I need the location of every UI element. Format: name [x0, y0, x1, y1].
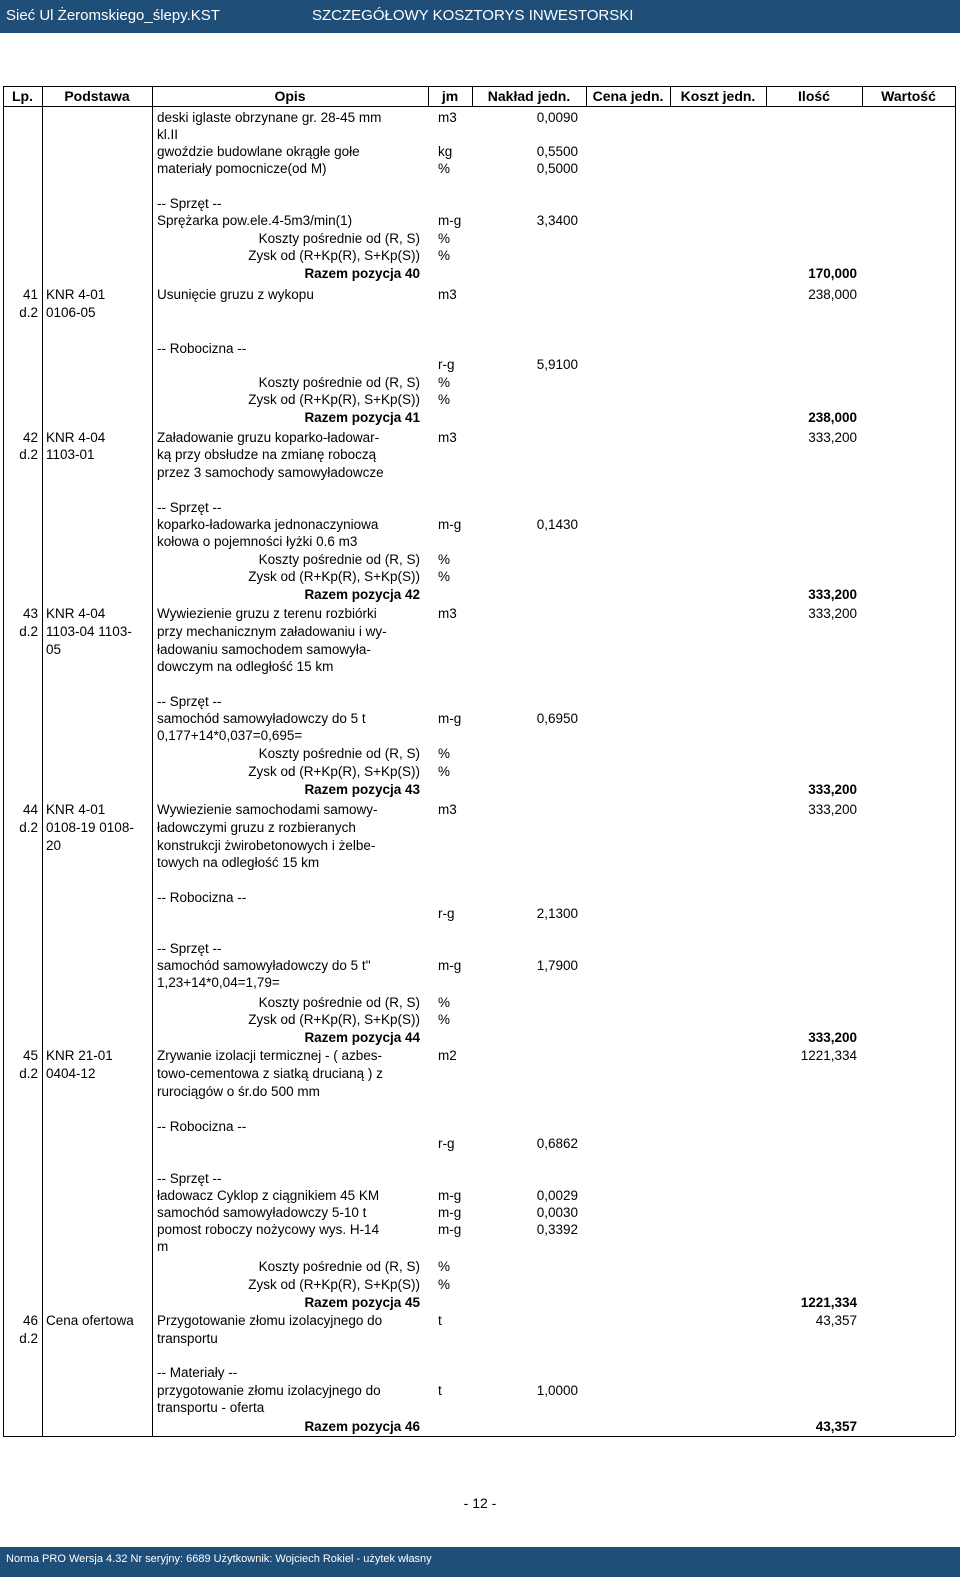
row-jm: t	[438, 1313, 442, 1328]
document-title: SZCZEGÓŁOWY KOSZTORYS INWESTORSKI	[312, 7, 634, 24]
column-header: Cena jedn.	[592, 88, 664, 104]
row-lp: 43	[22, 606, 38, 621]
row-lp: 45	[22, 1048, 38, 1063]
row-jm: m3	[438, 430, 457, 445]
row-opis: Zysk od (R+Kp(R), S+Kp(S))	[248, 1277, 420, 1292]
page-number: - 12 -	[463, 1495, 497, 1511]
row-jm: m-g	[438, 517, 462, 532]
row-opis: Wywiezienie samochodami samowy-	[157, 802, 378, 817]
table-bottom-line	[3, 1436, 955, 1437]
row-podstawa: KNR 4-04	[46, 606, 106, 621]
row-opis: Zysk od (R+Kp(R), S+Kp(S))	[248, 392, 420, 407]
row-podstawa: 20	[46, 838, 62, 853]
row-opis: deski iglaste obrzynane gr. 28-45 mm	[157, 110, 382, 125]
row-opis: -- Sprzęt --	[157, 1171, 222, 1186]
row-naklad: 0,1430	[536, 517, 578, 532]
row-jm: %	[438, 1012, 451, 1027]
row-opis: Koszty pośrednie od (R, S)	[258, 746, 420, 761]
table-border-vertical	[955, 86, 956, 1436]
position-total-label: Razem pozycja 44	[304, 1030, 420, 1045]
table-border-vertical	[42, 86, 43, 1436]
row-opis: -- Robocizna --	[157, 1119, 247, 1134]
position-total-label: Razem pozycja 45	[304, 1295, 420, 1310]
row-lp: d.2	[19, 624, 38, 639]
row-opis: transportu	[157, 1331, 218, 1346]
row-ilosc: 43,357	[815, 1313, 857, 1328]
row-opis: -- Robocizna --	[157, 341, 247, 356]
row-opis: Koszty pośrednie od (R, S)	[258, 231, 420, 246]
row-opis: towych na odległość 15 km	[157, 855, 320, 870]
row-podstawa: 05	[46, 642, 62, 657]
row-opis: Koszty pośrednie od (R, S)	[258, 375, 420, 390]
row-opis: rurociągów o śr.do 500 mm	[157, 1084, 320, 1099]
row-lp: d.2	[19, 1331, 38, 1346]
row-podstawa: KNR 4-01	[46, 802, 106, 817]
row-opis: Zysk od (R+Kp(R), S+Kp(S))	[248, 569, 420, 584]
row-opis: 1,23+14*0,04=1,79=	[157, 975, 280, 990]
row-jm: %	[438, 231, 451, 246]
row-opis: 0,177+14*0,037=0,695=	[157, 728, 303, 743]
row-opis: przez 3 samochody samowyładowcze	[157, 465, 384, 480]
row-jm: %	[438, 995, 451, 1010]
row-opis: przygotowanie złomu izolacyjnego do	[157, 1383, 381, 1398]
row-podstawa: KNR 4-04	[46, 430, 106, 445]
position-total-label: Razem pozycja 46	[304, 1419, 420, 1434]
row-opis: Koszty pośrednie od (R, S)	[258, 1259, 420, 1274]
row-jm: r-g	[438, 1136, 455, 1151]
row-jm: m-g	[438, 1205, 462, 1220]
row-opis: -- Materiały --	[157, 1365, 238, 1380]
row-jm: m3	[438, 802, 457, 817]
row-podstawa: 0108-19 0108-	[46, 820, 134, 835]
row-naklad: 0,0090	[536, 110, 578, 125]
row-jm: m-g	[438, 1188, 462, 1203]
row-jm: %	[438, 569, 451, 584]
row-opis: Zysk od (R+Kp(R), S+Kp(S))	[248, 1012, 420, 1027]
row-lp: 46	[22, 1313, 38, 1328]
position-total-value: 1221,334	[800, 1295, 857, 1310]
position-total-label: Razem pozycja 40	[304, 266, 420, 281]
row-lp: 42	[22, 430, 38, 445]
row-opis: kl.II	[157, 127, 179, 142]
row-jm: m2	[438, 1048, 457, 1063]
row-ilosc: 333,200	[808, 606, 857, 621]
row-jm: %	[438, 764, 451, 779]
row-opis: Wywiezienie gruzu z terenu rozbiórki	[157, 606, 377, 621]
row-naklad: 0,6862	[536, 1136, 578, 1151]
row-opis: -- Sprzęt --	[157, 694, 222, 709]
row-jm: m3	[438, 606, 457, 621]
row-jm: %	[438, 1277, 451, 1292]
row-jm: %	[438, 746, 451, 761]
row-opis: transportu - oferta	[157, 1400, 265, 1415]
column-header: Ilość	[798, 88, 830, 104]
row-opis: dowczym na odległość 15 km	[157, 659, 334, 674]
row-opis: -- Sprzęt --	[157, 500, 222, 515]
row-jm: r-g	[438, 906, 455, 921]
row-ilosc: 333,200	[808, 430, 857, 445]
row-opis: ładowczymi gruzu z rozbieranych	[157, 820, 356, 835]
row-opis: Przygotowanie złomu izolacyjnego do	[157, 1313, 383, 1328]
row-opis: Usunięcie gruzu z wykopu	[157, 287, 314, 302]
row-opis: materiały pomocnicze(od M)	[157, 161, 327, 176]
header-bottom-line	[3, 106, 955, 107]
row-opis: Zrywanie izolacji termicznej - ( azbes-	[157, 1048, 383, 1063]
row-podstawa: KNR 21-01	[46, 1048, 113, 1063]
row-opis: ładowacz Cyklop z ciągnikiem 45 KM	[157, 1188, 380, 1203]
row-opis: towo-cementowa z siatką drucianą ) z	[157, 1066, 383, 1081]
position-total-value: 333,200	[808, 587, 857, 602]
row-opis: samochód samowyładowczy do 5 t	[157, 711, 366, 726]
row-jm: %	[438, 552, 451, 567]
row-naklad: 1,7900	[536, 958, 578, 973]
row-opis: Koszty pośrednie od (R, S)	[258, 552, 420, 567]
row-ilosc: 333,200	[808, 802, 857, 817]
position-total-label: Razem pozycja 42	[304, 587, 420, 602]
column-header: Opis	[274, 88, 306, 104]
row-naklad: 0,5500	[536, 144, 578, 159]
row-podstawa: 0404-12	[46, 1066, 96, 1081]
row-jm: %	[438, 375, 451, 390]
row-jm: m-g	[438, 711, 462, 726]
row-opis: koparko-ładowarka jednonaczyniowa	[157, 517, 379, 532]
position-total-value: 333,200	[808, 1030, 857, 1045]
file-name: Sieć Ul Żeromskiego_ślepy.KST	[6, 7, 220, 24]
row-jm: %	[438, 1259, 451, 1274]
position-total-label: Razem pozycja 41	[304, 410, 420, 425]
row-opis: m	[157, 1239, 169, 1254]
row-opis: Zysk od (R+Kp(R), S+Kp(S))	[248, 248, 420, 263]
row-jm: m3	[438, 287, 457, 302]
row-jm: m3	[438, 110, 457, 125]
row-lp: d.2	[19, 305, 38, 320]
row-opis: -- Sprzęt --	[157, 941, 222, 956]
row-naklad: 0,0030	[536, 1205, 578, 1220]
row-naklad: 5,9100	[536, 357, 578, 372]
row-jm: %	[438, 392, 451, 407]
row-jm: %	[438, 161, 451, 176]
row-jm: m-g	[438, 1222, 462, 1237]
row-lp: d.2	[19, 1066, 38, 1081]
row-lp: d.2	[19, 447, 38, 462]
row-opis: samochód samowyładowczy do 5 t''	[157, 958, 371, 973]
row-jm: r-g	[438, 357, 455, 372]
row-naklad: 0,3392	[536, 1222, 578, 1237]
row-opis: Zysk od (R+Kp(R), S+Kp(S))	[248, 764, 420, 779]
row-ilosc: 1221,334	[800, 1048, 857, 1063]
column-header: Koszt jedn.	[680, 88, 756, 104]
row-lp: 41	[22, 287, 38, 302]
row-podstawa: Cena ofertowa	[46, 1313, 134, 1328]
row-opis: ką przy obsłudze na zmianę roboczą	[157, 447, 377, 462]
row-naklad: 0,0029	[536, 1188, 578, 1203]
row-jm: m-g	[438, 213, 462, 228]
row-opis: kołowa o pojemności łyżki 0.6 m3	[157, 534, 358, 549]
footer-text: Norma PRO Wersja 4.32 Nr seryjny: 6689 Użytkownik: Wojciech Rokiel - użytek własny	[6, 1553, 432, 1565]
row-opis: konstrukcji żwirobetonowych i żelbe-	[157, 838, 376, 853]
table-top-line	[3, 86, 955, 87]
row-podstawa: 1103-01	[46, 447, 95, 462]
row-naklad: 2,1300	[536, 906, 578, 921]
row-jm: kg	[438, 144, 453, 159]
column-header: Wartość	[881, 88, 936, 104]
row-lp: 44	[22, 802, 38, 817]
column-header: Podstawa	[64, 88, 130, 104]
row-opis: Załadowanie gruzu koparko-ładowar-	[157, 430, 380, 445]
row-ilosc: 238,000	[808, 287, 857, 302]
position-total-value: 170,000	[808, 266, 857, 281]
row-jm: m-g	[438, 958, 462, 973]
row-naklad: 1,0000	[536, 1383, 578, 1398]
column-header: Lp.	[12, 88, 33, 104]
row-opis: gwoździe budowlane okrągłe gołe	[157, 144, 360, 159]
row-naklad: 3,3400	[536, 213, 578, 228]
row-podstawa: KNR 4-01	[46, 287, 106, 302]
row-opis: pomost roboczy nożycowy wys. H-14	[157, 1222, 380, 1237]
row-jm: %	[438, 248, 451, 263]
position-total-value: 238,000	[808, 410, 857, 425]
column-header: Nakład jedn.	[487, 88, 571, 104]
row-opis: przy mechanicznym załadowaniu i wy-	[157, 624, 387, 639]
row-opis: samochód samowyładowczy 5-10 t	[157, 1205, 367, 1220]
row-opis: -- Sprzęt --	[157, 196, 222, 211]
row-opis: Koszty pośrednie od (R, S)	[258, 995, 420, 1010]
position-total-value: 43,357	[815, 1419, 857, 1434]
row-opis: ładowaniu samochodem samowyła-	[157, 642, 371, 657]
row-podstawa: 1103-04 1103-	[46, 624, 132, 639]
row-opis: Sprężarka pow.ele.4-5m3/min(1)	[157, 213, 353, 228]
row-jm: t	[438, 1383, 442, 1398]
row-lp: d.2	[19, 820, 38, 835]
position-total-label: Razem pozycja 43	[304, 782, 420, 797]
position-total-value: 333,200	[808, 782, 857, 797]
table-border-vertical	[3, 86, 4, 1436]
row-podstawa: 0106-05	[46, 305, 96, 320]
row-opis: -- Robocizna --	[157, 890, 247, 905]
column-header: jm	[441, 88, 459, 104]
row-naklad: 0,6950	[536, 711, 578, 726]
row-naklad: 0,5000	[536, 161, 578, 176]
